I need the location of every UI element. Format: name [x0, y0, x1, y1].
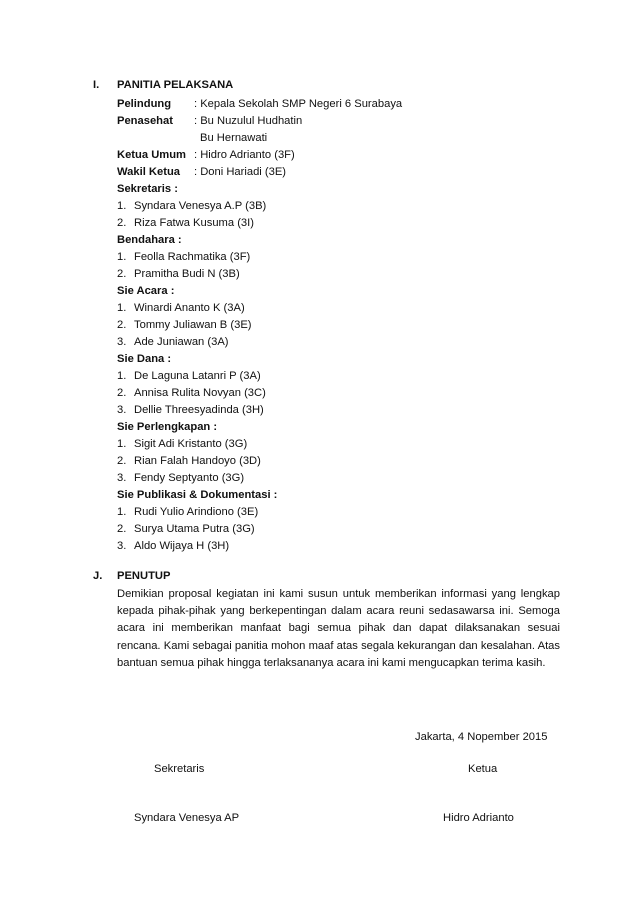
list-index: 1.	[117, 370, 127, 382]
group-title-bendahara: Bendahara :	[117, 234, 182, 246]
list-item	[117, 334, 229, 350]
list-index: 1.	[117, 506, 127, 518]
pelindung-row	[117, 96, 402, 112]
penasehat-label: Penasehat	[117, 115, 173, 127]
list-index: 2.	[117, 319, 127, 331]
member-name: Rian Falah Handoyo (3D)	[134, 455, 261, 467]
list-item	[117, 198, 266, 214]
group-title-sie-perlengkapan: Sie Perlengkapan :	[117, 421, 218, 433]
left-signatory-role: Sekretaris	[154, 763, 205, 775]
wakil-ketua-label: Wakil Ketua	[117, 166, 180, 178]
list-item	[117, 215, 254, 231]
list-index: 3.	[117, 404, 127, 416]
list-item	[117, 300, 245, 316]
list-index: 1.	[117, 200, 127, 212]
list-item	[117, 368, 261, 384]
list-item	[117, 504, 258, 520]
wakil-ketua-row	[117, 164, 286, 180]
penasehat-value-2: Bu Hernawati	[200, 132, 268, 144]
member-name: Aldo Wijaya H (3H)	[134, 540, 230, 552]
member-name: Dellie Threesyadinda (3H)	[134, 404, 264, 416]
right-signatory-name: Hidro Adrianto	[443, 812, 514, 824]
place-date: Jakarta, 4 Nopember 2015	[415, 731, 548, 743]
closing-paragraph: Demikian proposal kegiatan ini kami susun untuk memberikan informasi yang lengkap kepada pihak-pihak yang berkepentingan dalam acara reuni sedasawarsa ini. Semoga acara ini memberikan manfaat bagi semua pihak dan dapat dilaksanakan sesuai rencana. Kami sebagai panitia mohon maaf atas segala kekurangan dan kesalahan. Atas bantuan semua pihak hingga terlaksananya acara ini kami mengucapkan terima kasih.	[117, 588, 560, 669]
group-title-sekretaris: Sekretaris :	[117, 183, 178, 195]
list-item	[117, 266, 240, 282]
list-index: 3.	[117, 336, 127, 348]
list-index: 1.	[117, 302, 127, 314]
list-item	[117, 470, 244, 486]
list-index: 1.	[117, 251, 127, 263]
list-item	[117, 538, 229, 554]
member-name: Surya Utama Putra (3G)	[134, 523, 255, 535]
member-name: Tommy Juliawan B (3E)	[134, 319, 252, 331]
pelindung-value: : Kepala Sekolah SMP Negeri 6 Surabaya	[194, 98, 403, 110]
member-name: Feolla Rachmatika (3F)	[134, 251, 251, 263]
list-index: 2.	[117, 523, 127, 535]
group-title-sie-acara: Sie Acara :	[117, 285, 175, 297]
member-name: Rudi Yulio Arindiono (3E)	[134, 506, 259, 518]
list-index: 1.	[117, 438, 127, 450]
list-index: 2.	[117, 268, 127, 280]
ketua-umum-value: : Hidro Adrianto (3F)	[194, 149, 295, 161]
list-item	[117, 521, 255, 537]
group-title-sie-dana: Sie Dana :	[117, 353, 172, 365]
list-index: 3.	[117, 472, 127, 484]
list-index: 2.	[117, 455, 127, 467]
left-signatory-name: Syndara Venesya AP	[134, 812, 240, 824]
member-name: Fendy Septyanto (3G)	[134, 472, 245, 484]
right-signatory-role: Ketua	[468, 763, 498, 775]
member-name: Annisa Rulita Novyan (3C)	[134, 387, 266, 399]
member-name: Winardi Ananto K (3A)	[134, 302, 245, 314]
member-name: Pramitha Budi N (3B)	[134, 268, 240, 280]
member-name: Ade Juniawan (3A)	[134, 336, 229, 348]
penasehat-row	[117, 113, 302, 129]
list-index: 3.	[117, 540, 127, 552]
wakil-ketua-value: : Doni Hariadi (3E)	[194, 166, 287, 178]
ketua-umum-label: Ketua Umum	[117, 149, 186, 161]
section-i-title: PANITIA PELAKSANA	[117, 79, 234, 91]
list-index: 2.	[117, 217, 127, 229]
list-item	[117, 453, 261, 469]
penasehat-value: : Bu Nuzulul Hudhatin	[194, 115, 303, 127]
list-item	[117, 402, 264, 418]
ketua-umum-row	[117, 147, 295, 163]
pelindung-label: Pelindung	[117, 98, 172, 110]
list-item	[117, 436, 247, 452]
section-i-number: I.	[93, 79, 100, 91]
member-name: De Laguna Latanri P (3A)	[134, 370, 261, 382]
list-item	[117, 317, 252, 333]
member-name: Syndara Venesya A.P (3B)	[134, 200, 267, 212]
section-j-number: J.	[93, 570, 103, 582]
member-name: Sigit Adi Kristanto (3G)	[134, 438, 248, 450]
list-item	[117, 249, 250, 265]
list-index: 2.	[117, 387, 127, 399]
group-title-sie-publikasi: Sie Publikasi & Dokumentasi :	[117, 489, 278, 501]
list-item	[117, 385, 266, 401]
section-j-title: PENUTUP	[117, 570, 171, 582]
member-name: Riza Fatwa Kusuma (3I)	[134, 217, 254, 229]
